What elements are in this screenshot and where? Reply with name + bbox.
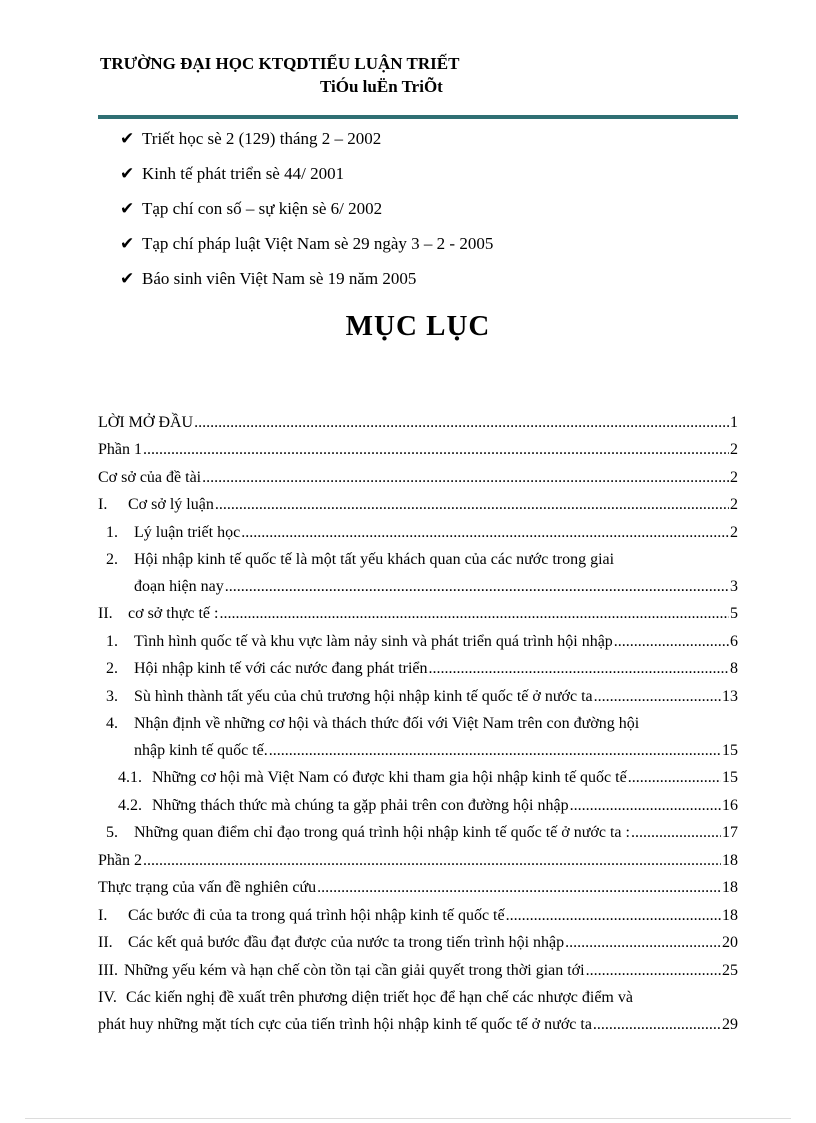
header-subtitle: TiÓu luËn TriÕt [320, 77, 443, 96]
toc-page-number: 2 [730, 523, 738, 541]
header-title: TRƯỜNG ĐẠI HỌC KTQDTIỂU LUẬN TRIẾT [100, 54, 460, 73]
toc-page-number: 13 [722, 687, 738, 705]
toc-entry[interactable]: Phần 1 ..... 2 [98, 432, 738, 460]
toc-page-number: 25 [722, 961, 738, 979]
toc-entry[interactable]: II. Các kết quả bước đầu đạt được của nước ta trong tiến trình hội nhập ..... 20 [98, 925, 738, 953]
checkmark-icon: ✔ [120, 268, 135, 288]
toc-entry[interactable]: 1. Lý luận triết học ..... 2 [98, 514, 738, 542]
toc-page-number: 2 [730, 468, 738, 486]
toc-page-number: 18 [722, 906, 738, 924]
reference-list [120, 121, 493, 296]
toc-page-number: 5 [730, 605, 738, 622]
toc-entry[interactable]: 2. Hội nhập kinh tế quốc tế là một tất yếu khách quan của các nước trong giai đoạn hiện nay ..... 3 [98, 542, 738, 596]
reference-item: ✔ Triết học sè 2 (129) tháng 2 – 2002 [120, 121, 493, 156]
toc-entry[interactable]: 1. Tình hình quốc tế và khu vực làm nảy sinh và phát triển quá trình hội nhập ..... 6 [98, 623, 738, 651]
checkmark-icon: ✔ [120, 198, 135, 218]
toc-entry[interactable]: 4.1. Những cơ hội mà Việt Nam có được khi tham gia hội nhập kinh tế quốc tế ..... 15 [98, 760, 738, 788]
footer-divider [25, 1118, 791, 1119]
toc-entry[interactable]: 2. Hội nhập kinh tế với các nước đang phát triển ..... 8 [98, 651, 738, 679]
header-divider [98, 115, 738, 119]
toc-page-number: 17 [722, 824, 738, 841]
toc-page-number: 20 [722, 934, 738, 951]
toc-entry[interactable]: II. cơ sở thực tế : ..... 5 [98, 596, 738, 624]
toc-page-number: 3 [730, 577, 738, 595]
toc-entry[interactable]: 3. Sù hình thành tất yếu của chủ trương hội nhập kinh tế quốc tế ở nước ta ..... 13 [98, 678, 738, 706]
toc-entry[interactable]: 4. Nhận định về những cơ hội và thách thức đối với Việt Nam trên con đường hội nhập kinh tế quốc tế. ..... 15 [98, 706, 738, 760]
toc-entry[interactable]: LỜI MỞ ĐẦU ..... 1 [98, 404, 738, 432]
toc-entry[interactable]: III. Những yếu kém và hạn chế còn tồn tại cần giải quyết trong thời gian tới ..... 25 [98, 952, 738, 980]
toc-page-number: 6 [730, 632, 738, 650]
reference-item: ✔ Báo sinh viên Việt Nam sè 19 năm 2005 [120, 261, 493, 296]
toc-page-number: 18 [722, 879, 738, 896]
toc-page-number: 1 [730, 413, 738, 431]
toc-heading: MỤC LỤC [345, 310, 491, 342]
checkmark-icon: ✔ [120, 128, 135, 148]
table-of-contents [98, 404, 738, 1034]
reference-item: ✔ Tạp chí pháp luật Việt Nam sè 29 ngày 3 – 2 - 2005 [120, 226, 493, 261]
toc-page-number: 15 [722, 741, 738, 759]
toc-page-number: 29 [722, 1015, 738, 1033]
reference-item: ✔ Tạp chí con số – sự kiện sè 6/ 2002 [120, 191, 493, 226]
toc-page-number: 2 [730, 496, 738, 513]
toc-page-number: 15 [722, 769, 738, 786]
reference-item: ✔ Kinh tế phát triển sè 44/ 2001 [120, 156, 493, 191]
toc-entry[interactable]: 4.2. Những thách thức mà chúng ta gặp phải trên con đường hội nhập ..... 16 [98, 787, 738, 815]
toc-entry[interactable]: Phần 2 ..... 18 [98, 842, 738, 870]
checkmark-icon: ✔ [120, 233, 135, 253]
toc-page-number: 18 [722, 851, 738, 869]
toc-entry[interactable]: I. Các bước đi của ta trong quá trình hội nhập kinh tế quốc tế ..... 18 [98, 897, 738, 925]
toc-entry[interactable]: Thực trạng của vấn đề nghiên cứu ..... 18 [98, 870, 738, 898]
toc-entry[interactable]: 5. Những quan điểm chỉ đạo trong quá trình hội nhập kinh tế quốc tế ở nước ta : ..... 17 [98, 815, 738, 843]
toc-page-number: 2 [730, 441, 738, 458]
checkmark-icon: ✔ [120, 163, 135, 183]
toc-entry[interactable]: Cơ sở của đề tài ..... 2 [98, 459, 738, 487]
toc-page-number: 8 [730, 660, 738, 677]
toc-entry[interactable]: IV. Các kiến nghị đề xuất trên phương diện triết học để hạn chế các nhược điểm và phát huy những mặt tích cực của tiến trình hội nhập kinh tế quốc tế ở nước ta ..... 29 [98, 980, 738, 1034]
toc-entry[interactable]: I. Cơ sở lý luận ..... 2 [98, 487, 738, 515]
toc-page-number: 16 [722, 796, 738, 814]
